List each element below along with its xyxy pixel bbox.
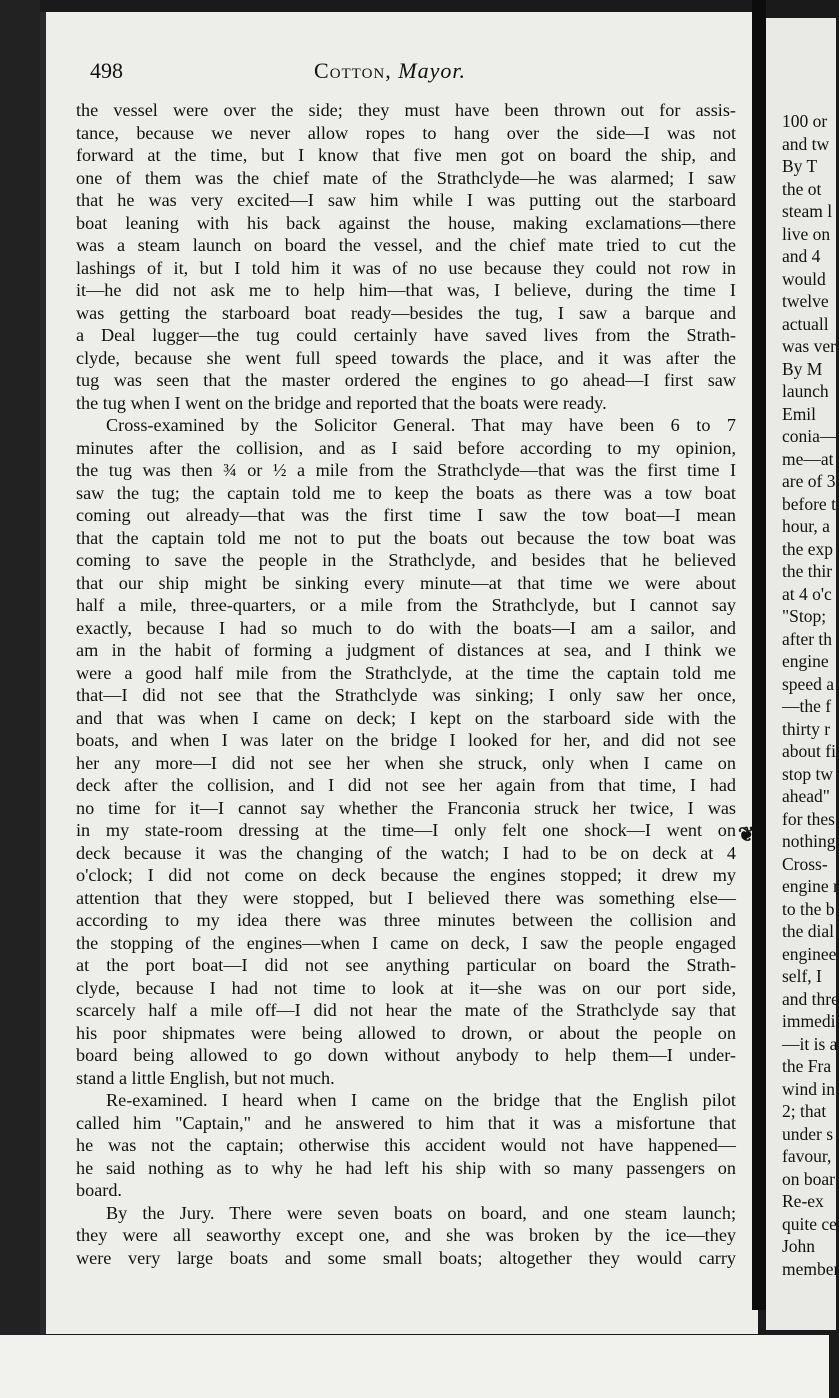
right-page-line: 100 or — [782, 111, 828, 131]
right-page-line: live on — [782, 223, 831, 244]
body-line: her any more—I did not see her when she struck, only when I came on — [76, 752, 736, 773]
right-page-line: By M — [782, 358, 823, 379]
right-page-line: launch — [782, 381, 829, 401]
body-line: the vessel were over the side; they must have been thrown out for assis- — [76, 100, 736, 120]
body-line: boat leaning with his back against the house, making exclamations—there — [76, 212, 736, 233]
body-line: one of them was the chief mate of the Strathclyde—he was alarmed; I saw — [76, 167, 736, 188]
body-line: clyde, because she went full speed towards the place, and it was after the — [76, 347, 736, 368]
right-page-text — [782, 110, 839, 1280]
right-page-line: "Stop; — [782, 606, 827, 626]
body-line: clyde, because I had not time to look at it—she was on our port side, — [76, 977, 736, 998]
right-page-line: nothing — [782, 831, 836, 851]
body-line: called him "Captain," and he answered to him that it was a misfortune that — [76, 1112, 736, 1133]
right-page-line: immedi — [782, 1011, 836, 1031]
right-page-line: the exp — [782, 538, 834, 559]
right-page-line: —the f — [782, 696, 832, 716]
body-line: that—I did not see that the Strathclyde was sinking; I only saw her once, — [76, 685, 736, 705]
running-head-title: Mayor. — [398, 58, 466, 83]
right-page-line: steam l — [782, 201, 833, 221]
body-line: a Deal lugger—the tug could certainly have saved lives from the Strath- — [76, 325, 736, 345]
body-line: the stopping of the engines—when I came on deck, I saw the people engaged — [76, 932, 736, 953]
right-page-line: the thir — [782, 561, 833, 581]
right-page-line: conia— — [782, 426, 838, 446]
right-page-line: before t — [782, 493, 836, 514]
right-page-line: ahead" — [782, 786, 830, 806]
right-page-line: Cross- — [782, 853, 828, 874]
body-line: board. — [76, 1180, 122, 1200]
body-line: deck because it was the changing of the watch; I had to be on deck at 4 — [76, 842, 736, 863]
body-line: his poor shipmates were being allowed to drown, or about the people on — [76, 1022, 736, 1043]
right-page-line: the ot — [782, 178, 822, 199]
right-page-line: engine — [782, 651, 829, 671]
page-header — [90, 58, 690, 88]
page-number: 498 — [90, 58, 123, 83]
right-page-line: Re-ex — [782, 1191, 824, 1211]
right-page-line: thirty r — [782, 718, 831, 739]
right-page-line: actuall — [782, 313, 829, 334]
body-line: Cross-examined by the Solicitor General. That may have been 6 to 7 — [106, 415, 736, 435]
body-line: By the Jury. There were seven boats on board, and one steam launch; — [106, 1202, 736, 1223]
right-page-line: hour, a — [782, 516, 830, 536]
body-line: exactly, because I had so much to do with the boats—I am a sailor, and — [76, 617, 736, 638]
body-line: he was not the captain; otherwise this accident would not have happened— — [76, 1135, 736, 1155]
right-page-line: after th — [782, 628, 833, 649]
right-page-line: and thre — [782, 988, 839, 1009]
right-page-line: the Fra — [782, 1056, 832, 1076]
body-line: deck after the collision, and I did not see her again from that time, I had — [76, 775, 736, 795]
right-page-line: was ver — [782, 336, 836, 356]
right-page-line: would — [782, 268, 826, 289]
right-page-line: on boar — [782, 1168, 835, 1189]
body-line: half a mile, three-quarters, or a mile from the Strathclyde, but I cannot say — [76, 595, 736, 615]
body-line: Re-examined. I heard when I came on the bridge that the English pilot — [106, 1090, 736, 1110]
body-line: tug was seen that the master ordered the engines to go ahead—I first saw — [76, 370, 736, 390]
body-line: forward at the time, but I know that five men got on board the ship, and — [76, 145, 736, 165]
right-page-edge — [766, 18, 839, 1330]
right-page-line: self, I — [782, 966, 822, 986]
running-head — [90, 58, 690, 84]
body-line: he said nothing as to why he had left his ship with so many passengers on — [76, 1157, 736, 1178]
body-line: were very large boats and some small boats; altogether they would carry — [76, 1247, 736, 1268]
right-page-line: favour, — [782, 1146, 832, 1166]
body-line: scarcely half a mile off—I did not hear the mate of the Strathclyde say that — [76, 1000, 736, 1020]
right-page-line: Emil — [782, 403, 817, 424]
right-page-line: By T — [782, 156, 818, 176]
scan-left-edge — [0, 0, 40, 1335]
right-page-line: member — [782, 1258, 839, 1279]
body-line: according to my idea there was three minutes between the collision and — [76, 910, 736, 930]
body-line: they were all seaworthy except one, and she was broken by the ice—they — [76, 1225, 736, 1245]
body-line: at the port boat—I did not see anything particular on board the Strath- — [76, 955, 736, 975]
right-page-line: to the b — [782, 898, 835, 919]
body-line: coming out already—that was the first time I saw the tow boat—I mean — [76, 505, 736, 525]
body-line: that our ship might be sinking every minute—at that time we were about — [76, 572, 736, 593]
right-page-line: me—at — [782, 448, 834, 469]
right-page-line: at 4 o'c — [782, 583, 832, 604]
right-page-line: John — [782, 1236, 816, 1256]
right-page-line: for thes — [782, 808, 835, 829]
right-page-line: about fi — [782, 741, 836, 761]
body-line: attention that they were stopped, but I believed there was something else— — [76, 887, 736, 908]
body-line: was a steam launch on board the vessel, and the chief mate tried to cut the — [76, 235, 736, 255]
body-line: minutes after the collision, and as I said before according to my opinion, — [76, 437, 736, 458]
right-page-line: enginee — [782, 943, 837, 964]
scan-bottom-band — [0, 1335, 829, 1398]
body-line: that he was very excited—I saw him while I was putting out the starboard — [76, 190, 736, 210]
body-line: was getting the starboard boat ready—besides the tug, I saw a barque and — [76, 302, 736, 323]
body-line: lashings of it, but I told him it was of no use because they could not row in — [76, 257, 736, 278]
body-line: board being allowed to go down without anybody to help them—I under- — [76, 1045, 736, 1065]
right-page-line: under s — [782, 1123, 834, 1144]
right-page-line: are of 3 — [782, 471, 836, 491]
book-gutter — [752, 0, 766, 1310]
body-line: and that was when I came on deck; I kept on the starboard side with the — [76, 707, 736, 728]
body-line: in my state-room dressing at the time—I only felt one shock—I went on — [76, 820, 736, 840]
body-line: that the captain told me not to put the boats out because the tow boat was — [76, 527, 736, 548]
right-page-line: 2; that — [782, 1101, 827, 1121]
body-line: were a good half mile from the Strathclyde, at the time the captain told me — [76, 662, 736, 683]
right-page-line: and tw — [782, 133, 830, 154]
right-page-line: stop tw — [782, 763, 834, 784]
body-line: boats, and when I was later on the bridge I looked for her, and did not see — [76, 730, 736, 750]
body-line: no time for it—I cannot say whether the Franconia struck her twice, I was — [76, 797, 736, 818]
right-page-line: speed a — [782, 673, 834, 694]
body-line: am in the habit of forming a judgment of distances at sea, and I think we — [76, 640, 736, 660]
right-page-line: engine r — [782, 876, 839, 896]
body-line: it—he did not ask me to help him—that was, I believe, during the time I — [76, 280, 736, 300]
right-page-line: quite ce — [782, 1213, 837, 1234]
right-page-line: the dial — [782, 921, 834, 941]
body-line: saw the tug; the captain told me to keep the boats as there was a tow boat — [76, 482, 736, 503]
body-line: tance, because we never allow ropes to hang over the side—I was not — [76, 122, 736, 143]
body-line: stand a little English, but not much. — [76, 1067, 335, 1088]
ink-mark: ❦ — [738, 824, 755, 846]
body-line: coming to save the people in the Strathclyde, and besides that he believed — [76, 550, 736, 570]
right-page-line: and 4 — [782, 246, 821, 266]
body-line: the tug when I went on the bridge and reported that the boats were ready. — [76, 392, 607, 413]
body-line: the tug was then ¾ or ½ a mile from the Strathclyde—that was the first time I — [76, 460, 736, 480]
right-page-line: —it is a — [782, 1033, 838, 1054]
body-line: o'clock; I did not come on deck because the engines stopped; it drew my — [76, 865, 736, 885]
right-page-line: wind in — [782, 1078, 835, 1099]
body-text — [76, 99, 736, 1269]
running-head-name: Cotton, — [314, 58, 392, 83]
right-page-line: twelve — [782, 291, 829, 311]
